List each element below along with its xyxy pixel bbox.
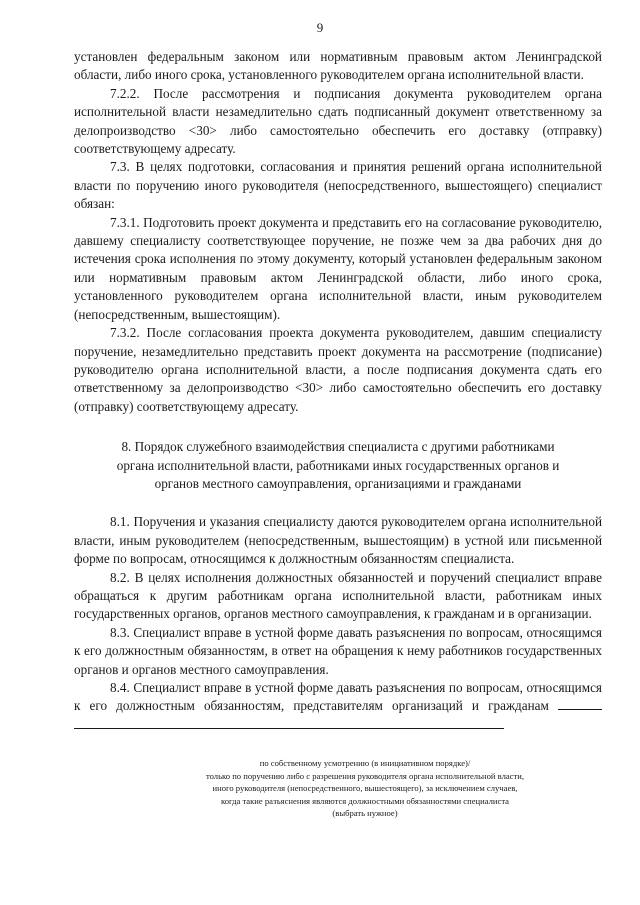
section-8-heading: 8. Порядок служебного взаимодействия специалиста с другими работниками органа исполнительной власти, работниками иных государственных органов и органов местного самоуправления, организациями и гражданами bbox=[116, 439, 560, 491]
paragraph-8-3: 8.3. Специалист вправе в устной форме давать разъяснения по вопросам, относящимся к его должностным обязанностям, в ответ на обращения к нему работников государственных органов и органов местного самоуправления. bbox=[74, 624, 602, 677]
paragraph-8-2: 8.2. В целях исполнения должностных обязанностей и поручений специалист вправе обращаться к другим работникам органа исполнительной власти, работникам иных государственных органов, органов местного самоуправления, к гражданам и в организации. bbox=[74, 569, 602, 622]
footnote-line-1: по собственному усмотрению (в инициативном порядке)/ bbox=[259, 758, 471, 768]
document-body bbox=[74, 48, 602, 734]
footnote-options bbox=[150, 757, 580, 820]
paragraph-8-4 bbox=[74, 679, 602, 734]
fill-in-blank bbox=[558, 698, 602, 710]
paragraph-7-3-2: 7.3.2. После согласования проекта документа руководителем, давшим специалисту поручение, незамедлительно представить проект документа на рассмотрение (подписание) руководителю органа исполнительной власти, а после подписания документа сдать его ответственному за делопроизводство <30> либо самостоятельно обеспечить его доставку (отправку) соответствующему адресату. bbox=[74, 325, 602, 414]
paragraph-7-2-1-end: установлен федеральным законом или нормативным правовым актом Ленинградской области, либо иного срока, установленного руководителем органа исполнительной власти. bbox=[74, 49, 602, 83]
fill-in-line bbox=[74, 717, 504, 729]
paragraph-8-1: 8.1. Поручения и указания специалисту даются руководителем органа исполнительной власти, иным руководителем (непосредственным, вышестоящим) в устной или письменной форме по вопросам, относящимся к должностным обязанностям специалиста. bbox=[74, 514, 602, 567]
footnote-line-3: иного руководителя (непосредственного, вышестоящего), за исключением случаев, bbox=[212, 783, 518, 794]
paragraph-7-3-1: 7.3.1. Подготовить проект документа и представить его на согласование руководителю, давшему специалисту соответствующее поручение, не позже чем за два рабочих дня до истечения срока исполнения по этому документу, который установлен федеральным законом или нормативным правовым актом Ленинградской области, либо иного срока, установленного руководителем органа исполнительной власти, иным руководителем (непосредственным, вышестоящим). bbox=[74, 214, 602, 322]
footnote-line-5: (выбрать нужное) bbox=[332, 808, 398, 819]
paragraph-8-4-text: 8.4. Специалист вправе в устной форме давать разъяснения по вопросам, относящимся к его должностным обязанностям, представителям организаций и гражданам bbox=[74, 680, 602, 714]
paragraph-7-2-2: 7.2.2. После рассмотрения и подписания документа руководителем органа исполнительной власти незамедлительно сдать подписанный документ ответственному за делопроизводство <30> либо самостоятельно обеспечить его доставку (отправку) соответствующему адресату. bbox=[74, 85, 602, 157]
page-number: 9 bbox=[316, 20, 324, 35]
footnote-line-2: только по поручению либо с разрешения руководителя органа исполнительной власти, bbox=[205, 770, 524, 781]
footnote-line-4: когда такие разъяснения являются должностными обязанностями специалиста bbox=[220, 795, 510, 806]
paragraph-7-3: 7.3. В целях подготовки, согласования и принятия решений органа исполнительной власти по поручению иного руководителя (непосредственного, вышестоящего) специалист обязан: bbox=[74, 159, 602, 212]
